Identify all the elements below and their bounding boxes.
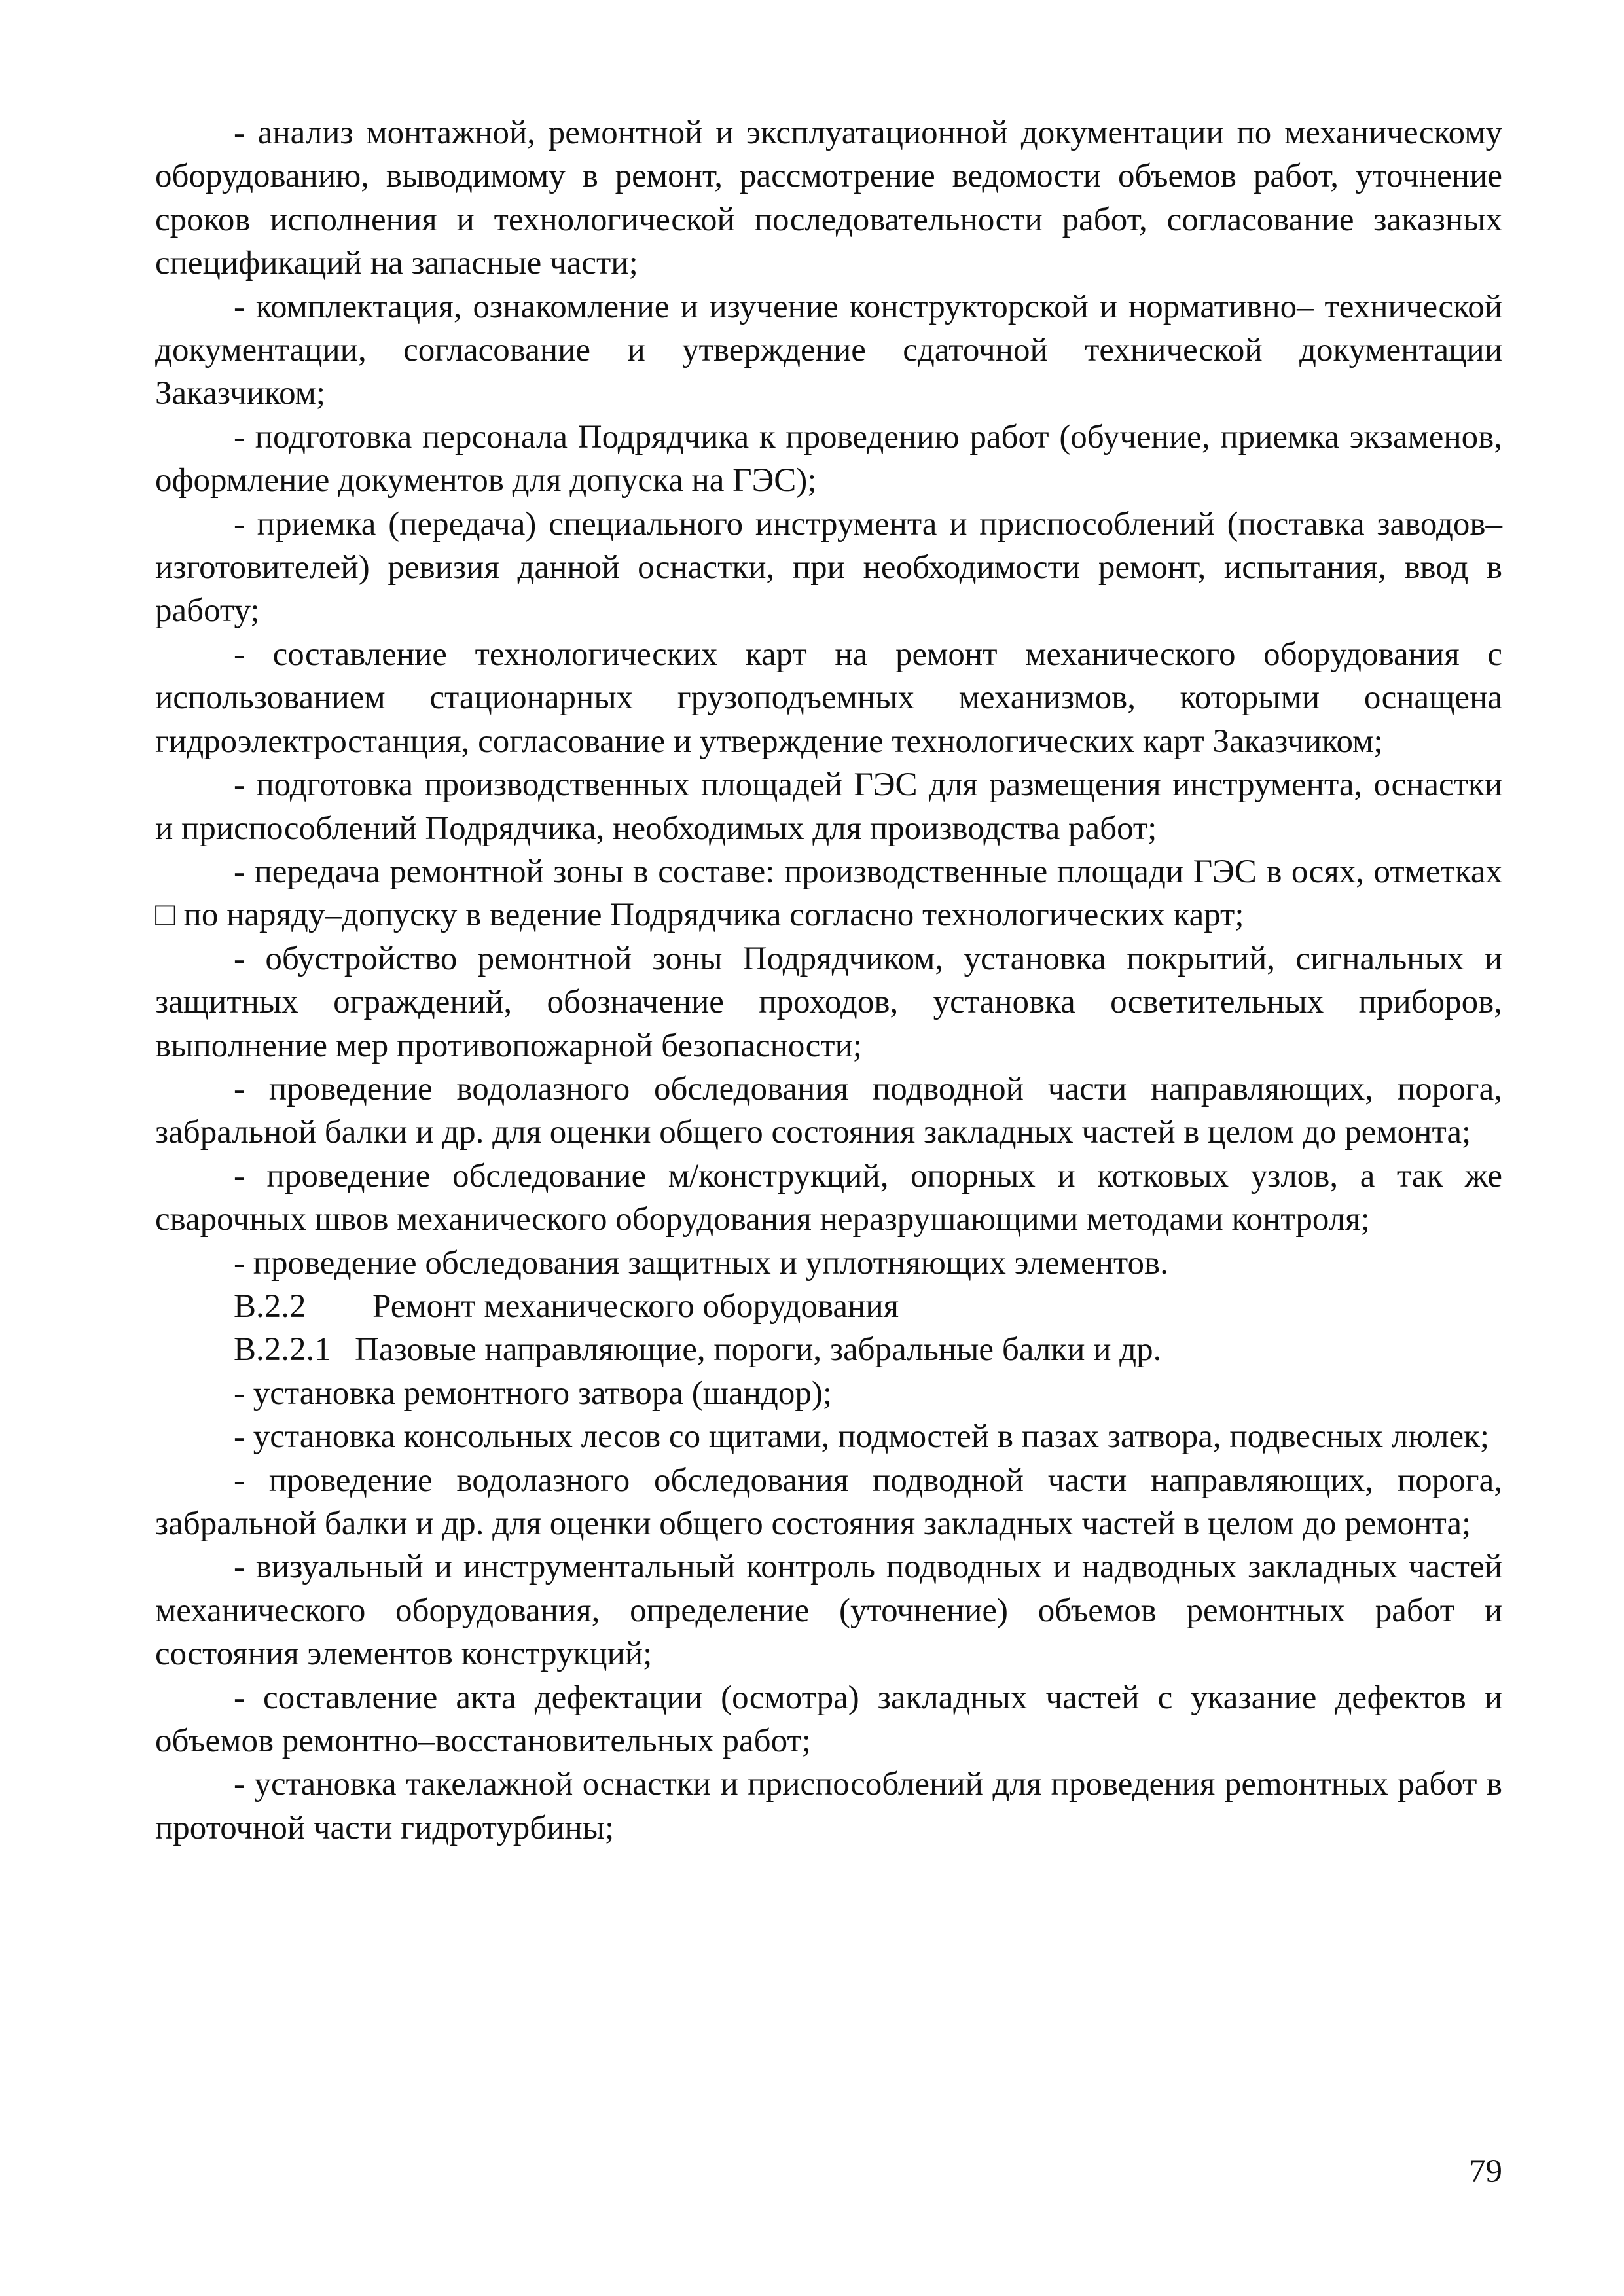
list-item: - анализ монтажной, ремонтной и эксплуатационной документации по механическому оборудованию, выводимому в ремонт, рассмотрение ведомости объемов работ, уточнение сроков исполнения и технологической последовательности работ, согласование заказных спецификаций на запасные части;: [155, 115, 1502, 282]
list-item: - проведение обследования защитных и уплотняющих элементов.: [234, 1244, 1168, 1282]
subsection-number: В.2.2.1: [234, 1331, 331, 1369]
list-item: - подготовка производственных площадей ГЭС для размещения инструмента, оснастки и приспособлений Подрядчика, необходимых для производства работ;: [155, 766, 1502, 847]
list-item: - приемка (передача) специального инструмента и приспособлений (поставка заводов–изготовителей) ревизия данной оснастки, при необходимости ремонт, испытания, ввод в работу;: [155, 505, 1502, 630]
list-item: - обустройство ремонтной зоны Подрядчиком, установка покрытий, сигнальных и защитных ограждений, обозначение проходов, установка осветительных приборов, выполнение мер противопожарной безопасности;: [155, 940, 1502, 1064]
page-number: 79: [1469, 2153, 1502, 2190]
section-title: Ремонт механического оборудования: [372, 1287, 899, 1325]
list-item: - установка такелажной оснастки и приспособлений для проведения реmонтных работ в проточной части гидротурбины;: [155, 1766, 1502, 1846]
subsection-title: Пазовые направляющие, пороги, забральные балки и др.: [355, 1331, 1162, 1369]
list-item: - проведение водолазного обследования подводной части направляющих, порога, забральной балки и др. для оценки общего состояния закладных частей в целом до ремонта;: [155, 1070, 1502, 1151]
section-heading: [155, 1285, 1502, 1328]
section-number: В.2.2: [234, 1287, 306, 1325]
list-item: - проведение водолазного обследования подводной части направляющих, порога, забральной балки и др. для оценки общего состояния закладных частей в целом до ремонта;: [155, 1462, 1502, 1542]
list-item: - визуальный и инструментальный контроль подводных и надводных закладных частей механического оборудования, определение (уточнение) объемов ремонтных работ и состояния элементов конструкций;: [155, 1549, 1502, 1673]
list-item: - проведение обследование м/конструкций, опорных и котковых узлов, а так же сварочных швов механического оборудования неразрушающими методами контроля;: [155, 1157, 1502, 1238]
list-item: - комплектация, ознакомление и изучение конструкторской и нормативно– технической документации, согласование и утверждение сдаточной технической документации Заказчиком;: [155, 288, 1502, 412]
subsection-heading: [155, 1328, 1502, 1371]
list-item: - составление технологических карт на ремонт механического оборудования с использованием стационарных грузоподъемных механизмов, которыми оснащена гидроэлектростанция, согласование и утверждение технологических карт Заказчиком;: [155, 636, 1502, 760]
list-item: - передача ремонтной зоны в составе: производственные площади ГЭС в осях, отметках □ по наряду–допуску в ведение Подрядчика согласно технологических карт;: [155, 853, 1502, 934]
body-text: [155, 111, 1502, 1850]
list-item: - установка консольных лесов со щитами, подмостей в пазах затвора, подвесных люлек;: [234, 1418, 1490, 1456]
list-item: - подготовка персонала Подрядчика к проведению работ (обучение, приемка экзаменов, оформление документов для допуска на ГЭС);: [155, 418, 1502, 499]
list-item: - составление акта дефектации (осмотра) закладных частей с указание дефектов и объемов ремонтно–восстановительных работ;: [155, 1679, 1502, 1760]
list-item: - установка ремонтного затвора (шандор);: [234, 1374, 833, 1412]
